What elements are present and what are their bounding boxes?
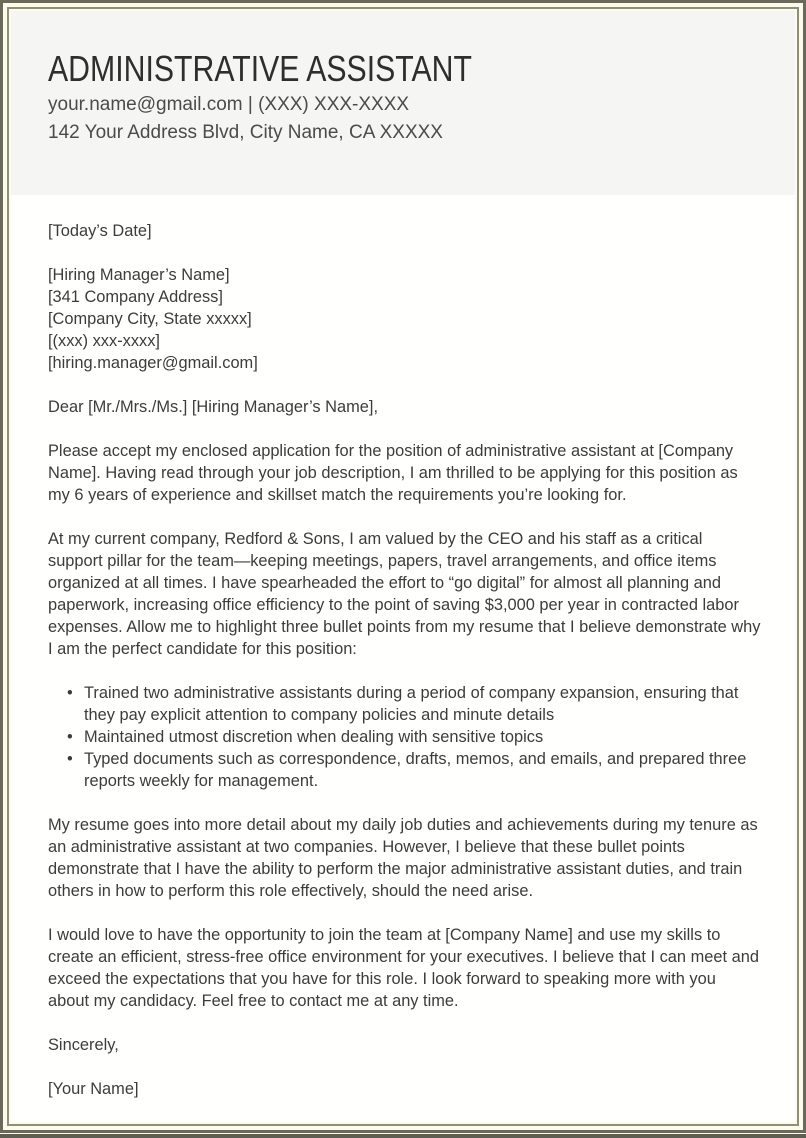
achievement-bullet-list	[48, 682, 761, 792]
paragraph-resume: My resume goes into more detail about my daily job duties and achievements during my tenure as an administrative assistant at two companies. However, I believe that these bullet points demonstrate that I have the ability to perform the major administrative assistant duties, and train others in how to perform this role effectively, should the need arise.	[48, 816, 758, 900]
bullet-item: • Trained two administrative assistants during a period of company expansion, ensuring that they pay explicit attention to company policies and minute details	[84, 682, 761, 726]
recipient-street: [341 Company Address]	[48, 288, 223, 306]
paragraph-closing: I would love to have the opportunity to join the team at [Company Name] and use my skills to create an efficient, stress-free office environment for your executives. I believe that I can meet and exceed the expectations that you have for this role. I look forward to speaking more with you about my candidacy. Feel free to contact me at any time.	[48, 926, 759, 1010]
salutation: Dear [Mr./Mrs./Ms.] [Hiring Manager’s Name],	[48, 398, 379, 416]
job-title-text: ADMINISTRATIVE ASSISTANT	[48, 48, 472, 89]
contact-line: your.name@gmail.com | (XXX) XXX-XXXX	[48, 94, 410, 115]
address-line: 142 Your Address Blvd, City Name, CA XXXXX	[48, 122, 443, 143]
recipient-block	[48, 264, 761, 374]
recipient-phone: [(xxx) xxx-xxxx]	[48, 332, 160, 350]
page-inner-frame	[7, 7, 799, 1126]
page-title	[48, 49, 765, 89]
paragraph-intro: Please accept my enclosed application for the position of administrative assistant at [Company Name]. Having read through your job description, I am thrilled to be applying for this position as my 6 years of experience and skillset match the requirements you’re looking for.	[48, 442, 738, 504]
paragraph-experience: At my current company, Redford & Sons, I am valued by the CEO and his staff as a critical support pillar for the team—keeping meetings, papers, travel arrangements, and office items organized at all times. I have spearheaded the effort to “go digital” for almost all planning and paperwork, increasing office efficiency to the point of saving $3,000 per year in contracted labor expenses. Allow me to highlight three bullet points from my resume that I believe demonstrate why I am the perfect candidate for this position:	[48, 530, 761, 658]
recipient-name: [Hiring Manager’s Name]	[48, 266, 230, 284]
letter-header	[11, 11, 795, 195]
page-bottom-edge	[0, 1134, 806, 1138]
page-content	[11, 11, 795, 1122]
signature-placeholder: [Your Name]	[48, 1080, 139, 1098]
recipient-city-state: [Company City, State xxxxx]	[48, 310, 252, 328]
recipient-email: [hiring.manager@gmail.com]	[48, 354, 258, 372]
date-placeholder: [Today’s Date]	[48, 222, 152, 240]
letter-body	[11, 195, 795, 1100]
bullet-item: • Maintained utmost discretion when dealing with sensitive topics	[84, 726, 761, 748]
bullet-item: • Typed documents such as correspondence, drafts, memos, and emails, and prepared three reports weekly for management.	[84, 748, 761, 792]
sign-off: Sincerely,	[48, 1036, 119, 1054]
